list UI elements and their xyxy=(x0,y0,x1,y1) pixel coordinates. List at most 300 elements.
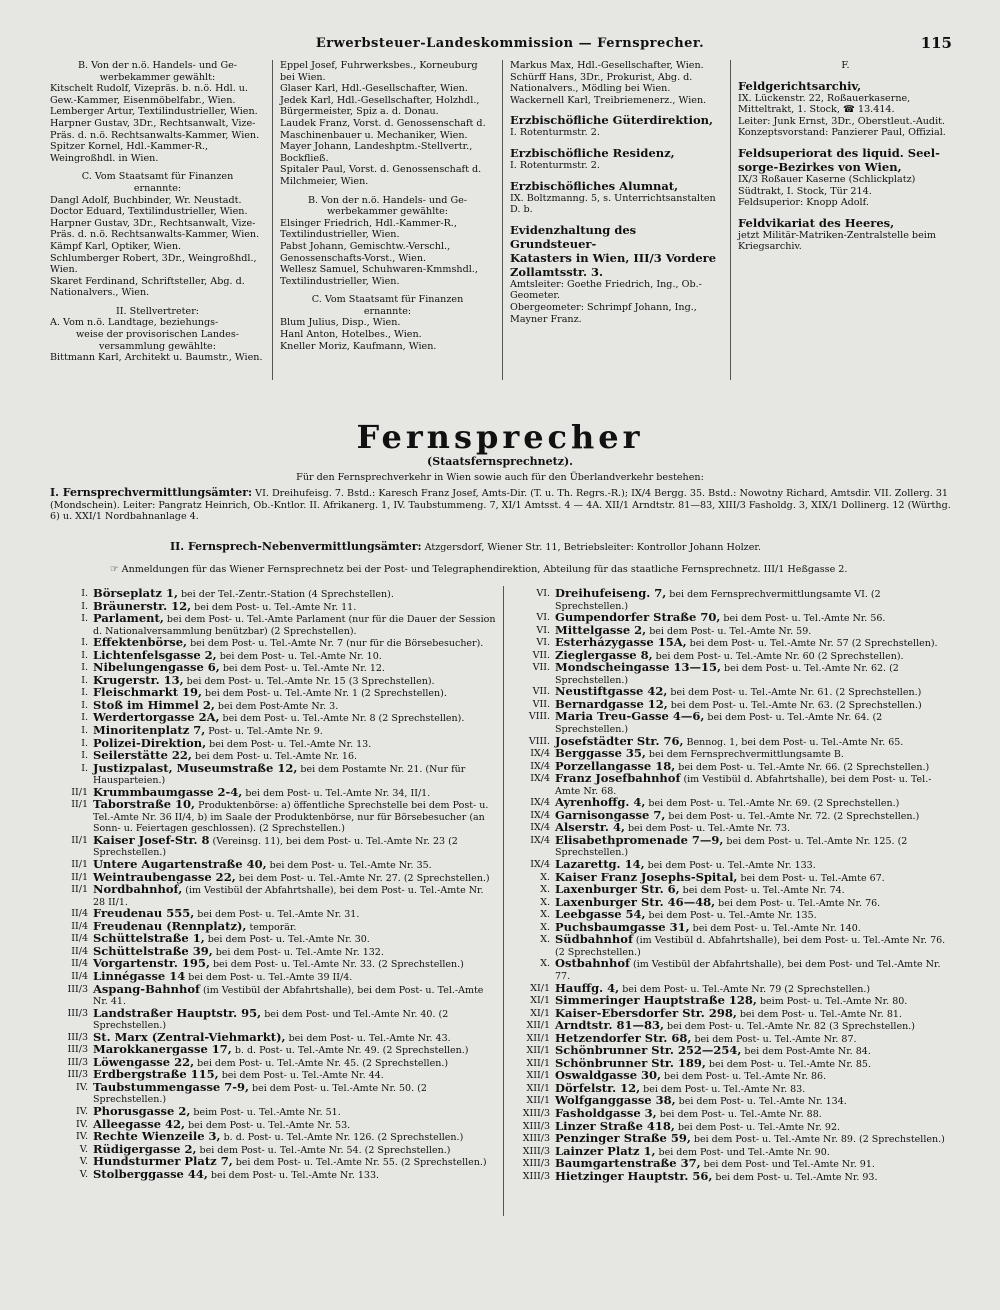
text-line: I. Rotenturmstr. 2. xyxy=(510,159,600,171)
district-number: II/1 xyxy=(71,799,88,811)
spacer xyxy=(50,164,265,171)
street-address: Polizei-Direktion, xyxy=(93,735,207,750)
text-line: werbekammer gewählte: xyxy=(326,206,449,218)
exchange-entry xyxy=(48,1005,496,1032)
entry-text xyxy=(93,1005,496,1032)
entry-text xyxy=(93,1166,496,1182)
spacer xyxy=(50,299,265,306)
text-line: I. Rotenturmstr. 2. xyxy=(510,127,600,139)
exchange-entry xyxy=(48,1079,496,1106)
district-number: XII/1 xyxy=(526,1057,550,1069)
street-address: Alleegasse 42, xyxy=(93,1116,186,1131)
street-address: Laxenburger Str. 6, xyxy=(555,882,680,897)
office-details: bei dem Post- u. Tel.-Amte Nr. 43. xyxy=(285,1032,451,1044)
district-number: X. xyxy=(540,896,550,908)
office-details: bei dem Post- u. Tel.-Amte Nr. 55. (2 Sprechstellen.) xyxy=(232,1157,487,1169)
exchange-entry xyxy=(48,760,496,787)
district-number: III/3 xyxy=(67,1007,88,1019)
district-number: III/3 xyxy=(67,1031,88,1043)
office-details: Bennog. 1, bei dem Post- u. Tel.-Amte Nr. 65. xyxy=(683,736,904,748)
street-address: Simmeringer Hauptstraße 128, xyxy=(555,993,757,1008)
street-address: Weintraubengasse 22, xyxy=(93,869,236,884)
street-address: Erdbergstraße 115, xyxy=(93,1067,219,1082)
exchange-entry xyxy=(48,613,496,637)
street-address: Stolberggasse 44, xyxy=(93,1166,208,1181)
district-number: XIII/3 xyxy=(522,1158,550,1170)
district-number: I. xyxy=(81,674,88,686)
district-number: II/1 xyxy=(71,859,88,871)
district-number: IX/4 xyxy=(530,797,550,809)
district-number: III/3 xyxy=(67,1044,88,1056)
office-details: bei dem Post- u. Tel.-Amte 67. xyxy=(737,872,885,884)
office-details: bei dem Post- u. Tel.-Amte Nr. 93. xyxy=(712,1171,878,1183)
district-number: IV. xyxy=(76,1118,88,1130)
text-line: IX. Lückenstr. 22, Roßauerkaserne, Mitteltrakt, 1. Stock, ☎ 13.414. xyxy=(738,92,911,116)
text-line: Kämpf Karl, Optiker, Wien. xyxy=(50,240,182,252)
office-details: temporär. xyxy=(246,921,297,933)
exchange-list-left xyxy=(48,588,496,1181)
office-details: bei dem Post- u. Tel.-Amte Nr. 73. xyxy=(624,823,791,835)
spacer xyxy=(738,72,953,79)
office-details: bei dem Post-Amte Nr. 84. xyxy=(741,1046,871,1058)
text-line: ernannte: xyxy=(363,305,412,317)
street-address: Leebgasse 54, xyxy=(555,907,646,922)
text-line: Eppel Josef, Fuhrwerksbes., Korneuburg bei Wien. xyxy=(280,60,478,83)
district-number: VI. xyxy=(536,588,550,599)
district-number: I. xyxy=(81,613,88,625)
office-details: Post- u. Tel.-Amte Nr. 9. xyxy=(205,726,323,738)
text-line: C. Vom Staatsamt für Finanzen xyxy=(311,294,464,306)
street-address: Südbahnhof xyxy=(555,932,633,947)
district-number: I. xyxy=(81,637,88,649)
office-details: bei dem Post- u. Tel.-Amte Nr. 87. xyxy=(691,1033,857,1045)
spacer xyxy=(510,216,725,223)
text-line: Skaret Ferdinand, Schriftsteller, Abg. d. Nationalvers., Wien. xyxy=(50,275,245,299)
street-address: Schönbrunner Str. 252—254, xyxy=(555,1043,742,1058)
street-address: Phorusgasse 2, xyxy=(93,1103,191,1118)
office-details: bei dem Post- u. Tel.-Amte Nr. 44. xyxy=(218,1070,384,1082)
office-details: bei dem Post- u. Tel.-Amte Nr. 74. xyxy=(679,885,845,897)
district-number: I. xyxy=(81,762,88,774)
office-details: beim Post- u. Tel.-Amte Nr. 51. xyxy=(190,1106,341,1118)
district-number: I. xyxy=(81,699,88,711)
street-address: Linzer Straße 418, xyxy=(555,1118,675,1133)
spacer xyxy=(280,287,495,294)
street-address: Effektenbörse, xyxy=(93,635,188,650)
district-number: IX/4 xyxy=(530,822,550,834)
exchange-entry xyxy=(48,884,496,908)
office-details: bei dem Post- u. Tel.-Amte Nr. 88. xyxy=(656,1108,822,1120)
office-details: (im Vestibül der Abfahrtshalle), bei dem Post- und Tel.-Amte Nr. 77. xyxy=(555,959,941,982)
text-line: IX. Boltzmanng. 5, s. Unterrichtsanstalten D. b. xyxy=(510,192,716,216)
street-address: Dörfelstr. 12, xyxy=(555,1080,641,1095)
office-details: bei dem Post- und Tel.-Amte Nr. 40. (2 Sprechstellen.) xyxy=(93,1008,449,1032)
district-number: VII. xyxy=(532,698,550,710)
office-details: bei dem Post- u. Tel.-Amte Nr. 1 (2 Sprechstellen). xyxy=(202,688,447,700)
office-details: bei dem Post- u. Tel.-Amte Nr. 15 (3 Sprechstellen). xyxy=(183,675,435,687)
text-line: Lemberger Artur, Textilindustrieller, Wien. xyxy=(50,106,258,118)
district-number: II/4 xyxy=(71,933,88,945)
anmeldung-note: ☞ Anmeldungen für das Wiener Fernsprechnetz bei der Post- und Telegraphendirektion, Abteilung für das staatliche Fernsprechnetz. III/1 Heßgasse 2. xyxy=(110,564,848,575)
district-number: IX/4 xyxy=(530,748,550,760)
office-details: (im Vestibül d. Abfahrtshalle), bei dem Post- u. Tel.-Amte Nr. 68. xyxy=(555,774,932,797)
office-details: bei dem Post- u. Tel.-Amte Nr. 11. xyxy=(191,601,357,613)
office-details: bei dem Post- u. Tel.-Amte Nr. 12. xyxy=(219,663,385,675)
text-line: Jedek Karl, Hdl.-Gesellschafter, Holzhdl., Bürgermeister, Spiz a. d. Donau. xyxy=(280,94,480,118)
text-line: Kitschelt Rudolf, Vizepräs. b. n.ö. Hdl. u. xyxy=(50,83,249,95)
district-number: II/4 xyxy=(71,908,88,920)
text-line: A. Vom n.ö. Landtage, beziehungs- xyxy=(50,317,219,329)
office-details: bei dem Post- u. Tel.-Amte Nr. 86. xyxy=(661,1071,827,1083)
office-details: (im Vestibül der Abfahrtshalle), bei dem Post- u. Tel.-Amte Nr. 28 II/1. xyxy=(93,885,484,908)
street-address: Penzinger Straße 59, xyxy=(555,1131,691,1146)
district-number: XII/1 xyxy=(526,1032,550,1044)
street-address: Schüttelstraße 39, xyxy=(93,943,213,958)
amt2-label: II. Fernsprech-Nebenvermittlungsämter: xyxy=(170,540,422,553)
street-address: Minoritenplatz 7, xyxy=(93,723,206,738)
text-line: B. Von der n.ö. Handels- und Ge- xyxy=(307,194,468,206)
text-line: Wackernell Karl, Treibriemenerz., Wien. xyxy=(510,94,707,106)
office-details: bei dem Post- u. Tel.-Amte Nr. 35. xyxy=(266,860,432,872)
exchange-entry xyxy=(48,799,496,835)
text-line: Pabst Johann, Gemischtw.-Verschl., Genossenschafts-Vorst., Wien. xyxy=(280,240,451,264)
exchange-entry xyxy=(510,711,955,735)
district-number: VIII. xyxy=(528,711,550,723)
exchange-entry xyxy=(48,981,496,1008)
district-number: III/3 xyxy=(67,1069,88,1081)
office-details: bei dem Post-Amte Nr. 3. xyxy=(214,700,339,712)
entry-text xyxy=(555,832,955,859)
text-line: Feldsuperior: Knopp Adolf. xyxy=(738,197,869,209)
text-line: Markus Max, Hdl.-Gesellschafter, Wien. xyxy=(510,60,704,71)
text-line: Harpner Gustav, 3Dr., Rechtsanwalt, Vize- xyxy=(50,217,256,229)
street-address: Maria Treu-Gasse 4—6, xyxy=(555,709,705,724)
entry-text xyxy=(555,773,955,797)
office-details: bei dem Post- u. Tel.-Amte Nr. 31. xyxy=(194,909,360,921)
exchange-entry xyxy=(510,832,955,859)
district-number: II/4 xyxy=(71,958,88,970)
office-details: bei dem Post- u. Tel.-Amte 39 II/4. xyxy=(185,971,353,983)
street-address: Schüttelstraße 1, xyxy=(93,931,205,946)
text-line: Obergeometer: Schrimpf Johann, Ing., Mayner Franz. xyxy=(510,301,697,325)
exchange-entry xyxy=(510,934,955,958)
district-number: XIII/3 xyxy=(522,1133,550,1145)
district-number: XI/1 xyxy=(530,995,550,1007)
street-address: Mittelgasse 2, xyxy=(555,622,647,637)
street-address: Taubstummengasse 7-9, xyxy=(93,1079,250,1094)
text-line: Hanl Anton, Hotelbes., Wien. xyxy=(280,329,422,341)
office-details: bei dem Post- u. Tel.-Amte Nr. 59. xyxy=(646,625,812,637)
street-address: Franz Josefbahnhof xyxy=(555,771,681,786)
street-address: Bräunerstr. 12, xyxy=(93,598,192,613)
office-details: bei dem Post- u. Tel.-Amte Nr. 7 (nur für die Börsebesucher). xyxy=(187,638,484,650)
street-address: Wolfganggasse 38, xyxy=(555,1093,676,1108)
heading-line: Evidenzhaltung des Grundsteuer- xyxy=(510,222,637,251)
street-address: Freudenau 555, xyxy=(93,906,195,921)
district-number: X. xyxy=(540,934,550,946)
column-divider xyxy=(272,60,273,380)
street-address: Kaiser Franz Josephs-Spital, xyxy=(555,869,738,884)
street-address: Hietzinger Hauptstr. 56, xyxy=(555,1168,713,1183)
office-details: bei dem Post- u. Tel.-Amte Nr. 133. xyxy=(207,1169,380,1181)
district-number: XII/1 xyxy=(526,1095,550,1107)
entry-text xyxy=(93,613,496,637)
district-number: IV. xyxy=(76,1105,88,1117)
exchange-entry xyxy=(510,662,955,686)
entry-text xyxy=(93,981,496,1008)
office-details: b. d. Post- u. Tel.-Amte Nr. 49. (2 Sprechstellen.) xyxy=(231,1045,469,1057)
district-number: X. xyxy=(540,909,550,921)
street-address: Berggasse 35, xyxy=(555,746,646,761)
street-address: Nordbahnhof, xyxy=(93,882,183,897)
office-details: bei dem Post- u. Tel.-Amte Nr. 134. xyxy=(675,1096,847,1108)
district-number: II/4 xyxy=(71,970,88,982)
text-line: Mayer Johann, Landeshptm.-Stellvertr., Bockfließ. xyxy=(280,141,473,164)
street-address: Aspang-Bahnhof xyxy=(93,981,200,996)
office-details: bei dem Post- u. Tel.-Amte Nr. 69. (2 Sprechstellen.) xyxy=(645,798,900,810)
street-address: Esterházygasse 15A, xyxy=(555,635,687,650)
office-details: bei dem Post- u. Tel.-Amte Nr. 85. xyxy=(705,1058,872,1070)
entry-text xyxy=(93,832,496,859)
text-line: Wellesz Samuel, Schuhwaren-Kmmshdl., Textilindustrieller, Wien. xyxy=(280,264,478,287)
office-details: bei dem Post- u. Tel.-Amte Nr. 140. xyxy=(689,922,861,934)
heading-line: Feldvikariat des Heeres, xyxy=(738,215,895,230)
office-details: bei dem Post- u. Tel.-Amte Nr. 30. xyxy=(204,934,370,946)
office-details: bei dem Post- u. Tel.-Amte Nr. 64. (2 Sprechstellen.) xyxy=(555,712,883,736)
street-address: Elisabethpromenade 7—9, xyxy=(555,832,724,847)
district-number: V. xyxy=(79,1156,88,1168)
district-number: VII. xyxy=(532,686,550,698)
entry-text xyxy=(93,884,496,908)
office-details: b. d. Post- u. Tel.-Amte Nr. 126. (2 Sprechstellen.) xyxy=(220,1132,464,1144)
street-address: Ostbahnhof xyxy=(555,956,630,971)
street-address: Krugerstr. 13, xyxy=(93,672,184,687)
office-details: bei dem Post- u. Tel.-Amte Nr. 132. xyxy=(212,946,384,958)
district-number: XII/1 xyxy=(526,1070,550,1082)
column-3 xyxy=(510,60,725,325)
office-details: bei dem Post- u. Tel.-Amte Nr. 45. (2 Sprechstellen.) xyxy=(194,1057,449,1069)
street-address: Baumgartenstraße 37, xyxy=(555,1156,701,1171)
entry-text xyxy=(555,958,955,982)
section-subtitle: (Staatsfernsprechnetz). xyxy=(426,455,573,468)
street-address: Lichtenfelsgasse 2, xyxy=(93,647,217,662)
district-number: X. xyxy=(540,958,550,970)
text-line: Kneller Moriz, Kaufmann, Wien. xyxy=(280,340,437,352)
office-details: bei dem Post- u. Tel.-Amte Nr. 16. xyxy=(191,751,358,763)
street-address: Zieglergasse 8, xyxy=(555,647,653,662)
district-number: XI/1 xyxy=(530,982,550,994)
street-address: Taborstraße 10, xyxy=(93,797,196,812)
district-number: VII. xyxy=(532,662,550,674)
spacer xyxy=(738,209,953,216)
district-number: II/1 xyxy=(71,834,88,846)
text-line: werbekammer gewählt: xyxy=(99,71,216,83)
street-address: Fleischmarkt 19, xyxy=(93,685,203,700)
district-number: II/1 xyxy=(71,884,88,896)
text-line: Doctor Eduard, Textilindustrieller, Wien. xyxy=(50,206,248,218)
running-header: Erwerbsteuer-Landeskommission — Fernsprecher. xyxy=(315,36,705,51)
text-line: Konzeptsvorstand: Panzierer Paul, Offizial. xyxy=(738,127,946,139)
text-line: versammlung gewählte: xyxy=(99,340,216,352)
district-number: IX/4 xyxy=(530,834,550,846)
street-address: Stoß im Himmel 2, xyxy=(93,697,215,712)
street-address: Parlament, xyxy=(93,611,164,626)
district-number: I. xyxy=(81,649,88,661)
entry-text xyxy=(555,662,955,686)
district-number: IV. xyxy=(76,1081,88,1093)
text-line: Glaser Karl, Hdl.-Gesellschafter, Wien. xyxy=(280,83,468,95)
street-address: Untere Augartenstraße 40, xyxy=(93,857,267,872)
office-details: bei dem Post- u. Tel.-Amte Nr. 72. (2 Sprechstellen.) xyxy=(665,810,920,822)
street-address: Lainzer Platz 1, xyxy=(555,1143,656,1158)
exchange-list-right xyxy=(510,588,955,1183)
street-address: Laxenburger Str. 46—48, xyxy=(555,894,716,909)
office-details: (im Vestibül der Abfahrtshalle), bei dem Post- u. Tel.-Amte Nr. 41. xyxy=(93,984,484,1008)
column-divider xyxy=(503,586,504,1216)
street-address: Lazarettg. 14, xyxy=(555,857,645,872)
district-number: X. xyxy=(540,884,550,896)
amt1-text: VI. Dreihufeisg. 7. Bstd.: Karesch Franz Josef, Amts-Dir. (T. u. Th. Regrs.-R.); IX/4 Bergg. 35. Bstd.: Nowotny Richard, Amtsdir. VII. Zollerg. 31 (Mondschein). Leiter: Pangratz Heinrich, Ob.-Kntlor. II. Afrikanerg. 1, IV. Taubstummeng. 7, XI/1 Amtsst. 4 — 4A. XII/1 Arndtstr. 81—83, XIII/3 Fasholdg. 3, XIX/1 Dollinerg. 12 (Würthg. 6) u. XXI/1 Nordbahnanlage 4. xyxy=(50,488,951,523)
district-number: XIII/3 xyxy=(522,1120,550,1132)
district-number: X. xyxy=(540,921,550,933)
street-address: Garnisongasse 7, xyxy=(555,807,666,822)
district-number: XII/1 xyxy=(526,1020,550,1032)
office-details: bei dem Post- u. Tel.-Amte Nr. 61. (2 Sprechstellen.) xyxy=(667,687,922,699)
exchange-entry xyxy=(48,1166,496,1182)
street-address: Oswaldgasse 30, xyxy=(555,1068,662,1083)
page-number: 115 xyxy=(920,34,952,52)
office-details: bei dem Post- u. Tel.-Amte Nr. 81. xyxy=(736,1008,902,1020)
office-details: bei dem Post- u. Tel.-Amte Nr. 125. (2 Sprechstellen.) xyxy=(555,835,908,859)
street-address: St. Marx (Zentral-Viehmarkt), xyxy=(93,1029,286,1044)
street-address: Gumpendorfer Straße 70, xyxy=(555,610,721,625)
district-number: XIII/3 xyxy=(522,1145,550,1157)
street-address: Vorgartenstr. 195, xyxy=(93,956,210,971)
text-line: weise der provisorischen Landes- xyxy=(75,329,240,341)
office-details: bei dem Postamte Nr. 21. (Nur für Hausparteien.) xyxy=(93,763,466,787)
district-number: VI. xyxy=(536,624,550,636)
street-address: Josefstädter Str. 76, xyxy=(555,733,684,748)
heading-line: Erzbischöfliches Alumnat, xyxy=(510,178,679,193)
column-divider xyxy=(730,60,731,380)
district-number: XIII/3 xyxy=(522,1170,550,1182)
amt1-label: I. Fernsprechvermittlungsämter: xyxy=(50,486,253,499)
street-address: Krummbaumgasse 2-4, xyxy=(93,784,243,799)
spacer xyxy=(510,172,725,179)
street-address: Werdertorgasse 2A, xyxy=(93,710,220,725)
office-details: bei dem Post- u. Tel.-Amte Nr. 76. xyxy=(715,897,881,909)
office-details: bei dem Post- u. Tel.-Amte Nr. 66. (2 Sprechstellen.) xyxy=(675,761,930,773)
text-line: Dangl Adolf, Buchbinder, Wr. Neustadt. xyxy=(50,194,242,206)
text-line: II. Stellvertreter: xyxy=(115,305,200,317)
district-number: II/4 xyxy=(71,920,88,932)
street-address: Rechte Wienzeile 3, xyxy=(93,1129,221,1144)
entry-text xyxy=(93,760,496,787)
district-number: I. xyxy=(81,662,88,674)
entry-text xyxy=(93,1079,496,1106)
entry-text xyxy=(555,711,955,735)
text-line: Amtsleiter: Goethe Friedrich, Ing., Ob.-Geometer. xyxy=(510,278,702,302)
office-details: bei dem Post- u. Tel.-Amte Nr. 33. (2 Sprechstellen.) xyxy=(209,959,464,971)
heading-line: Feldsuperiorat des liquid. Seel- xyxy=(738,145,940,160)
office-details: bei dem Post- u. Tel.-Amte Nr. 89. (2 Sprechstellen.) xyxy=(690,1134,945,1146)
district-number: II/1 xyxy=(71,871,88,883)
street-address: Justizpalast, Museumstraße 12, xyxy=(93,760,298,775)
street-address: Marokkanergasse 17, xyxy=(93,1042,232,1057)
office-details: bei dem Post- u. Tel.-Amte Nr. 27. (2 Sprechstellen.) xyxy=(235,872,490,884)
heading-line: Feldgerichtsarchiv, xyxy=(738,78,862,93)
district-number: XI/1 xyxy=(530,1007,550,1019)
street-address: Bernardgasse 12, xyxy=(555,696,668,711)
text-line: B. Von der n.ö. Handels- und Ge- xyxy=(77,60,238,71)
office-details: bei dem Post- u. Tel.-Amte Nr. 53. xyxy=(185,1119,351,1131)
text-line: Gew.-Kammer, Eisenmöbelfabr., Wien. xyxy=(50,94,236,106)
district-number: IV. xyxy=(76,1131,88,1143)
district-number: I. xyxy=(81,750,88,762)
district-number: IX/4 xyxy=(530,760,550,772)
text-line: C. Vom Staatsamt für Finanzen xyxy=(81,171,234,183)
exchange-entry xyxy=(510,958,955,982)
office-details: bei dem Post- u. Tel.-Amte Nr. 82 (3 Sprechstellen.) xyxy=(664,1021,915,1033)
text-line: Elsinger Friedrich, Hdl.-Kammer-R., Textilindustrieller, Wien. xyxy=(280,217,457,241)
text-line: ernannte: xyxy=(133,182,182,194)
amt2-text: Atzgersdorf, Wiener Str. 11, Betriebsleiter: Kontrollor Johann Holzer. xyxy=(421,542,761,553)
street-address: Schönbrunner Str. 189, xyxy=(555,1055,706,1070)
district-number: V. xyxy=(79,1168,88,1180)
vermittlungsaemter-paragraph xyxy=(50,487,955,523)
office-details: bei dem Post- u. Tel.-Amte Nr. 63. (2 Sprechstellen.) xyxy=(667,699,922,711)
text-line: Präs. d. n.ö. Rechtsanwalts-Kammer, Wien. xyxy=(50,229,260,241)
office-details: bei dem Post- u. Tel.-Amte Nr. 62. (2 Sprechstellen.) xyxy=(555,663,899,686)
district-number: I. xyxy=(81,687,88,699)
text-line: Harpner Gustav, 3Dr., Rechtsanwalt, Vize- xyxy=(50,117,256,129)
street-address: Ayrenhoffg. 4, xyxy=(555,795,646,810)
district-number: VIII. xyxy=(528,735,550,747)
office-details: bei dem Post- und Tel.-Amte Nr. 91. xyxy=(700,1159,875,1171)
office-details: bei dem Post- u. Tel.-Amte Nr. 56. xyxy=(720,613,886,625)
district-number: VI. xyxy=(536,637,550,649)
office-details: (im Vestibül d. Abfahrtshalle), bei dem Post- u. Tel.-Amte Nr. 76. (2 Sprechstellen.) xyxy=(555,935,946,958)
exchange-entry xyxy=(510,773,955,797)
district-number: II/1 xyxy=(71,786,88,798)
district-number: III/3 xyxy=(67,1056,88,1068)
district-number: VI. xyxy=(536,612,550,624)
office-details: bei dem Post- u. Tel.-Amte Nr. 135. xyxy=(645,910,817,922)
street-address: Neustiftgasse 42, xyxy=(555,684,668,699)
office-details: Produktenbörse: a) öffentliche Sprechstelle bei dem Post- u. Tel.-Amte Nr. 36 II/4, b) im Saale der Produktenbörse, nur für Börsebesucher (an Sonn- u. Feiertagen geschlossen). (2 Sprechstellen.) xyxy=(93,800,489,835)
column-2 xyxy=(280,60,495,352)
heading-line: sorge-Bezirkes von Wien, xyxy=(738,159,902,174)
heading-line: Katasters in Wien, III/3 Vordere Zollamtsstr. 3. xyxy=(510,250,717,279)
text-line: Leiter: Junk Ernst, 3Dr., Oberstleut.-Audit. xyxy=(738,115,946,127)
text-line: Spitzer Kornel, Hdl.-Kammer-R., Weingroßhdl. in Wien. xyxy=(50,141,209,164)
entry-text xyxy=(93,799,496,835)
street-address: Börseplatz 1, xyxy=(93,586,178,600)
office-details: bei dem Post- u. Tel.-Amte Nr. 8 (2 Sprechstellen). xyxy=(219,713,465,725)
column-1 xyxy=(50,60,265,364)
spacer xyxy=(738,139,953,146)
street-address: Dreihufeiseng. 7, xyxy=(555,586,667,600)
entry-text xyxy=(555,588,955,612)
district-number: V. xyxy=(79,1143,88,1155)
district-number: I. xyxy=(81,712,88,724)
office-details: bei der Tel.-Zentr.-Station (4 Sprechstellen). xyxy=(177,589,394,600)
district-number: X. xyxy=(540,871,550,883)
text-line: jetzt Militär-Matriken-Zentralstelle beim Kriegsarchiv. xyxy=(738,229,936,253)
heading-line: Erzbischöfliche Residenz, xyxy=(510,145,675,160)
text-line: Blum Julius, Disp., Wien. xyxy=(280,317,401,329)
entry-text xyxy=(555,1168,955,1184)
